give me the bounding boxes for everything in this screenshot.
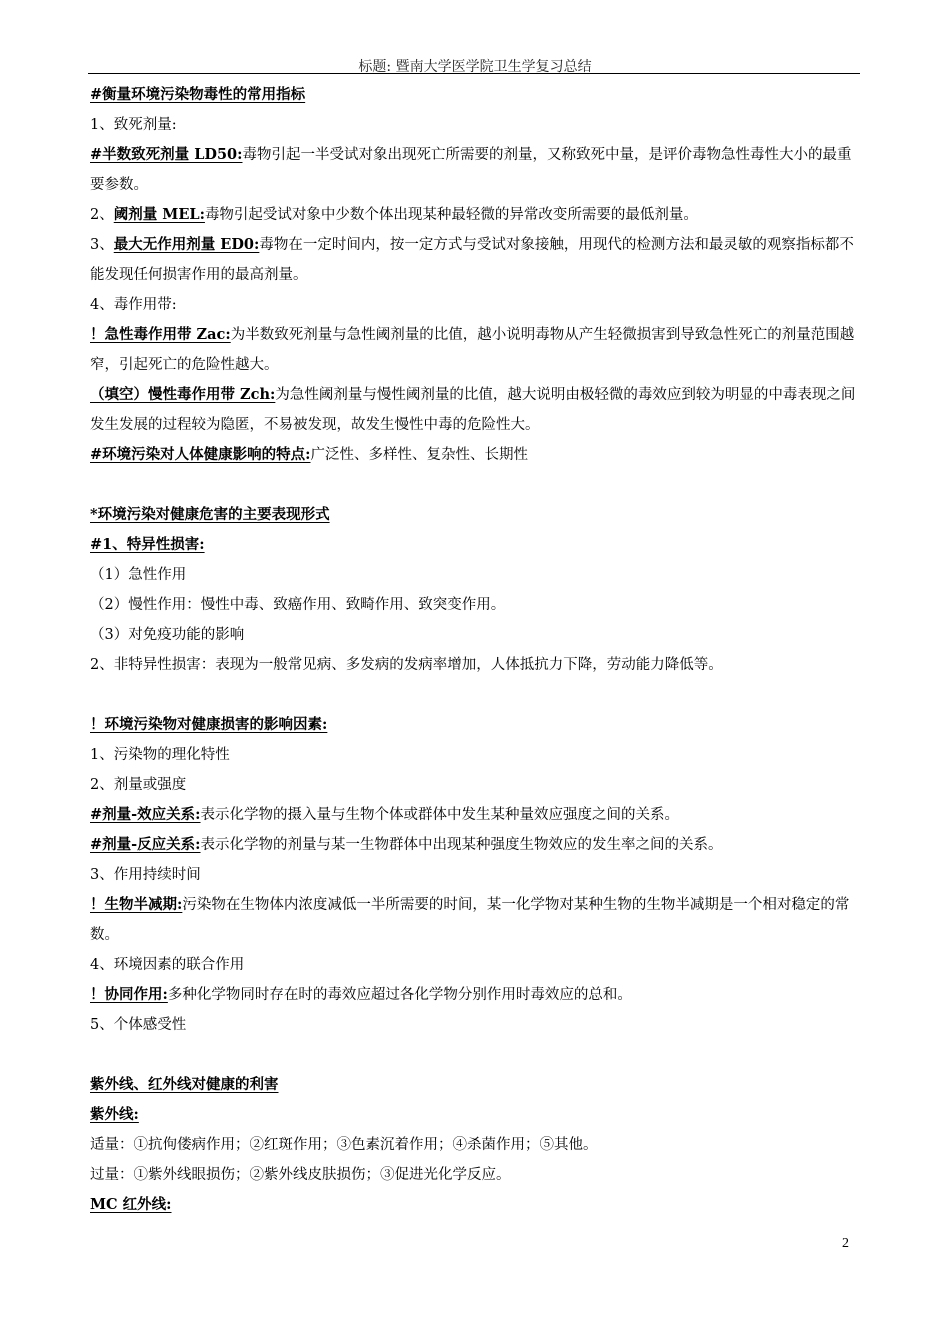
term-label: （填空）慢性毒作用带 Zch: <box>90 386 276 403</box>
term-label: #环境污染对人体健康影响的特点: <box>90 446 311 463</box>
term-definition: 毒物在一定时间内，按一定方式与受试对象接触，用现代的检测方法和最灵敏的观察指标都不能发现任何损害作用的最高剂量。 <box>90 237 854 283</box>
paragraph <box>90 290 862 320</box>
paragraph <box>90 950 862 980</box>
paragraph <box>90 320 862 380</box>
term-label: ！急性毒作用带 Zac: <box>90 326 231 343</box>
paragraph <box>90 800 862 830</box>
section-heading <box>90 530 862 560</box>
heading-text: #衡量环境污染物毒性的常用指标 <box>90 86 306 103</box>
paragraph-text: 适量：①抗佝偻病作用；②红斑作用；③色素沉着作用；④杀菌作用；⑤其他。 <box>90 1137 598 1153</box>
term-label: #半数致死剂量 LD50: <box>90 146 243 163</box>
paragraph <box>90 890 862 950</box>
paragraph-gap <box>90 1040 862 1070</box>
paragraph-text: 过量：①紫外线眼损伤；②紫外线皮肤损伤；③促进光化学反应。 <box>90 1167 511 1183</box>
term-definition: 污染物在生物体内浓度减低一半所需要的时间，某一化学物对某种生物的生物半减期是一个相对稳定的常数。 <box>90 897 850 943</box>
paragraph <box>90 380 862 440</box>
heading-text: ！环境污染物对健康损害的影响因素: <box>90 716 328 733</box>
heading-text: 紫外线、红外线对健康的利害 <box>90 1076 279 1093</box>
paragraph-text: 3、作用持续时间 <box>90 867 201 883</box>
paragraph <box>90 230 862 290</box>
paragraph <box>90 650 862 680</box>
item-number: 2、 <box>90 207 114 223</box>
paragraph <box>90 200 862 230</box>
paragraph-text: 4、毒作用带: <box>90 297 177 313</box>
term-definition: 为半数致死剂量与急性阈剂量的比值，越小说明毒物从产生轻微损害到导致急性死亡的剂量范围越窄，引起死亡的危险性越大。 <box>90 327 855 373</box>
section-heading <box>90 80 862 110</box>
paragraph <box>90 140 862 200</box>
page-number: 2 <box>842 1236 849 1251</box>
paragraph <box>90 110 862 140</box>
paragraph-text: （2）慢性作用：慢性中毒、致癌作用、致畸作用、致突变作用。 <box>90 597 506 613</box>
paragraph <box>90 560 862 590</box>
section-heading <box>90 1070 862 1100</box>
paragraph <box>90 740 862 770</box>
term-label: ！生物半减期: <box>90 896 183 913</box>
paragraph-text: （1）急性作用 <box>90 567 187 583</box>
term-label: 阈剂量 MEL: <box>113 206 205 223</box>
term-label: 最大无作用剂量 ED0: <box>113 236 260 253</box>
term-definition: 毒物引起受试对象中少数个体出现某种最轻微的异常改变所需要的最低剂量。 <box>204 207 698 223</box>
heading-text: 紫外线: <box>90 1106 139 1123</box>
term-definition: 表示化学物的剂量与某一生物群体中出现某种强度生物效应的发生率之间的关系。 <box>200 837 723 853</box>
paragraph-text: 5、个体感受性 <box>90 1017 187 1033</box>
header-rule <box>88 73 860 74</box>
paragraph <box>90 860 862 890</box>
heading-text: *环境污染对健康危害的主要表现形式 <box>90 506 330 523</box>
term-label: ！协同作用: <box>90 986 168 1003</box>
page-header-title: 标题: 暨南大学医学院卫生学复习总结 <box>358 59 592 75</box>
term-label: #剂量-效应关系: <box>90 806 201 823</box>
paragraph <box>90 980 862 1010</box>
paragraph-text: 4、环境因素的联合作用 <box>90 957 245 973</box>
section-heading <box>90 710 862 740</box>
term-definition: 广泛性、多样性、复杂性、长期性 <box>310 447 529 463</box>
paragraph-text: （3）对免疫功能的影响 <box>90 627 245 643</box>
paragraph <box>90 440 862 470</box>
paragraph <box>90 770 862 800</box>
paragraph <box>90 620 862 650</box>
paragraph <box>90 1160 862 1190</box>
paragraph <box>90 1010 862 1040</box>
section-heading <box>90 500 862 530</box>
section-heading <box>90 1100 862 1130</box>
heading-text: #1、特异性损害: <box>90 536 205 553</box>
heading-text: MC 红外线: <box>90 1196 172 1213</box>
term-label: #剂量-反应关系: <box>90 836 201 853</box>
term-definition: 毒物引起一半受试对象出现死亡所需要的剂量，又称致死中量，是评价毒物急性毒性大小的最重要参数。 <box>90 147 852 193</box>
section-heading <box>90 1190 862 1220</box>
term-definition: 为急性阈剂量与慢性阈剂量的比值，越大说明由极轻微的毒效应到较为明显的中毒表现之间发生发展的过程较为隐匿，不易被发现，故发生慢性中毒的危险性大。 <box>90 387 856 433</box>
term-definition: 表示化学物的摄入量与生物个体或群体中发生某种量效应强度之间的关系。 <box>200 807 680 823</box>
paragraph-gap <box>90 680 862 710</box>
term-definition: 多种化学物同时存在时的毒效应超过各化学物分别作用时毒效应的总和。 <box>167 987 632 1003</box>
paragraph <box>90 830 862 860</box>
item-number: 3、 <box>90 237 114 253</box>
paragraph-text: 1、污染物的理化特性 <box>90 747 230 763</box>
paragraph-text: 2、剂量或强度 <box>90 777 187 793</box>
document-body <box>90 80 862 1220</box>
paragraph-gap <box>90 470 862 500</box>
paragraph <box>90 1130 862 1160</box>
paragraph-text: 1、致死剂量: <box>90 117 177 133</box>
paragraph-text: 2、非特异性损害：表现为一般常见病、多发病的发病率增加，人体抵抗力下降，劳动能力降低等。 <box>90 657 723 673</box>
paragraph <box>90 590 862 620</box>
